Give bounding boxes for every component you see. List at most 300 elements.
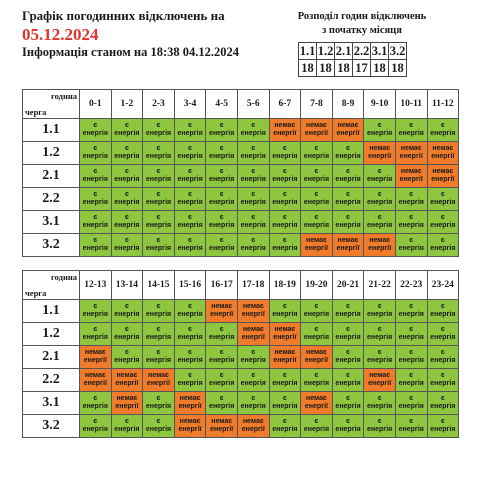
cell-text-line2: енергія bbox=[335, 311, 361, 318]
schedule-title: Графік погодинних відключень на bbox=[22, 8, 225, 23]
hour-header: 14-15 bbox=[143, 271, 175, 300]
power-on-cell bbox=[237, 346, 269, 369]
cell-text-line2: енергія bbox=[398, 130, 424, 137]
power-on-cell bbox=[269, 142, 301, 165]
cell-text-line1: є bbox=[409, 191, 414, 198]
cell-text-line2: енергія bbox=[335, 403, 361, 410]
cell-text-line1: є bbox=[440, 395, 445, 402]
corner-queue-label: черга bbox=[25, 107, 47, 117]
cell-text-line1: є bbox=[440, 418, 445, 425]
cell-text-line1: є bbox=[93, 214, 98, 221]
cell-text-line2: енергія bbox=[209, 380, 235, 387]
power-on-cell bbox=[206, 165, 238, 188]
power-on-cell bbox=[143, 165, 175, 188]
queue-label: 2.2 bbox=[23, 188, 80, 211]
distribution-queue: 2.1 bbox=[335, 43, 352, 58]
cell-text-line2: енергія bbox=[209, 357, 235, 364]
cell-text-line2: енергія bbox=[272, 426, 298, 433]
cell-text-line1: є bbox=[346, 349, 350, 356]
cell-text-line1: є bbox=[93, 122, 98, 129]
hour-header: 19-20 bbox=[301, 271, 333, 300]
info-timestamp: Інформація станом на 18:38 04.12.2024 bbox=[22, 45, 240, 59]
cell-text-line2: енергія bbox=[367, 426, 393, 433]
cell-text-line1: є bbox=[440, 303, 445, 310]
distribution-queue: 3.2 bbox=[389, 43, 406, 58]
power-on-cell bbox=[174, 234, 206, 257]
cell-text-line2: енергія bbox=[114, 176, 140, 183]
power-on-cell bbox=[427, 119, 459, 142]
power-on-cell bbox=[143, 415, 175, 438]
cell-text-line1: є bbox=[251, 122, 256, 129]
cell-text-line1: є bbox=[188, 168, 193, 175]
cell-text-line2: енергія bbox=[209, 222, 235, 229]
queue-row bbox=[23, 142, 459, 165]
power-on-cell bbox=[143, 188, 175, 211]
power-on-cell bbox=[332, 142, 364, 165]
cell-text-line1: є bbox=[282, 191, 287, 198]
cell-text-line1: немає bbox=[242, 418, 264, 425]
cell-text-line2: енергія bbox=[430, 334, 456, 341]
cell-text-line1: є bbox=[188, 237, 193, 244]
cell-text-line2: енергія bbox=[303, 334, 330, 341]
cell-text-line1: немає bbox=[369, 145, 391, 152]
cell-text-line1: є bbox=[156, 326, 161, 333]
cell-text-line1: є bbox=[219, 122, 224, 129]
queue-row bbox=[23, 323, 459, 346]
cell-text-line1: є bbox=[282, 418, 287, 425]
power-on-cell bbox=[427, 346, 459, 369]
hours-header-row bbox=[23, 90, 459, 119]
power-on-cell bbox=[364, 119, 396, 142]
cell-text-line2: енергія bbox=[145, 222, 172, 229]
queue-label: 2.1 bbox=[23, 346, 80, 369]
queue-label: 3.1 bbox=[23, 211, 80, 234]
cell-text-line2: енергія bbox=[430, 130, 456, 137]
queue-label: 3.2 bbox=[23, 415, 80, 438]
power-off-cell bbox=[237, 415, 269, 438]
distribution-queue: 2.2 bbox=[353, 43, 370, 58]
cell-text-line2: енергії bbox=[178, 426, 202, 433]
power-off-cell bbox=[395, 142, 427, 165]
cell-text-line2: енергія bbox=[209, 334, 235, 341]
cell-text-line2: енергія bbox=[335, 199, 361, 206]
cell-text-line2: енергія bbox=[398, 334, 424, 341]
power-on-cell bbox=[174, 369, 206, 392]
power-on-cell bbox=[269, 415, 301, 438]
cell-text-line1: є bbox=[251, 168, 256, 175]
cell-text-line2: енергія bbox=[82, 130, 108, 137]
cell-text-line1: немає bbox=[242, 326, 264, 333]
power-off-cell bbox=[174, 392, 206, 415]
cell-text-line1: є bbox=[409, 237, 414, 244]
cell-text-line2: енергія bbox=[145, 403, 172, 410]
power-off-cell bbox=[269, 119, 301, 142]
cell-text-line1: немає bbox=[274, 122, 296, 129]
cell-text-line2: енергія bbox=[430, 403, 456, 410]
cell-text-line2: енергія bbox=[114, 222, 140, 229]
queue-row bbox=[23, 119, 459, 142]
hour-header: 5-6 bbox=[237, 90, 269, 119]
power-on-cell bbox=[301, 142, 333, 165]
cell-text-line2: енергія bbox=[145, 245, 172, 252]
power-off-cell bbox=[301, 119, 333, 142]
queue-row bbox=[23, 392, 459, 415]
power-on-cell bbox=[364, 323, 396, 346]
cell-text-line2: енергії bbox=[115, 380, 139, 387]
cell-text-line2: енергія bbox=[335, 334, 361, 341]
cell-text-line2: енергія bbox=[114, 334, 140, 341]
cell-text-line2: енергія bbox=[240, 403, 266, 410]
cell-text-line1: є bbox=[409, 303, 414, 310]
cell-text-line1: є bbox=[156, 418, 161, 425]
cell-text-line2: енергія bbox=[335, 222, 361, 229]
queue-label: 3.1 bbox=[23, 392, 80, 415]
power-on-cell bbox=[364, 415, 396, 438]
distribution-hours: 18 bbox=[389, 60, 407, 77]
cell-text-line1: немає bbox=[116, 372, 138, 379]
cell-text-line2: енергії bbox=[210, 426, 234, 433]
cell-text-line1: є bbox=[93, 145, 98, 152]
power-on-cell bbox=[111, 165, 143, 188]
cell-text-line2: енергія bbox=[272, 222, 298, 229]
cell-text-line1: є bbox=[188, 326, 193, 333]
cell-text-line1: є bbox=[251, 349, 256, 356]
cell-text-line1: немає bbox=[306, 349, 327, 356]
cell-text-line2: енергія bbox=[114, 426, 140, 433]
cell-text-line2: енергія bbox=[240, 222, 266, 229]
power-on-cell bbox=[174, 142, 206, 165]
power-on-cell bbox=[174, 119, 206, 142]
cell-text-line1: немає bbox=[306, 395, 327, 402]
queue-label: 1.2 bbox=[23, 142, 80, 165]
power-on-cell bbox=[237, 234, 269, 257]
cell-text-line1: є bbox=[409, 122, 414, 129]
cell-text-line2: енергія bbox=[114, 357, 140, 364]
cell-text-line1: немає bbox=[369, 237, 391, 244]
hour-header: 0-1 bbox=[80, 90, 112, 119]
cell-text-line1: є bbox=[156, 237, 161, 244]
power-on-cell bbox=[237, 369, 269, 392]
cell-text-line2: енергія bbox=[367, 357, 393, 364]
power-on-cell bbox=[80, 188, 112, 211]
cell-text-line1: є bbox=[124, 122, 129, 129]
cell-text-line1: є bbox=[124, 168, 129, 175]
power-on-cell bbox=[395, 188, 427, 211]
cell-text-line2: енергія bbox=[367, 222, 393, 229]
cell-text-line2: енергія bbox=[272, 311, 298, 318]
queue-label: 1.1 bbox=[23, 300, 80, 323]
cell-text-line1: немає bbox=[337, 237, 359, 244]
power-off-cell bbox=[301, 346, 333, 369]
cell-text-line2: енергія bbox=[272, 176, 298, 183]
cell-text-line1: є bbox=[377, 214, 382, 221]
power-on-cell bbox=[111, 142, 143, 165]
power-on-cell bbox=[364, 165, 396, 188]
cell-text-line1: є bbox=[188, 191, 193, 198]
power-on-cell bbox=[174, 188, 206, 211]
queue-row bbox=[23, 234, 459, 257]
cell-text-line1: немає bbox=[179, 418, 201, 425]
cell-text-line1: є bbox=[93, 303, 98, 310]
power-on-cell bbox=[206, 119, 238, 142]
power-off-cell bbox=[427, 165, 459, 188]
cell-text-line1: є bbox=[219, 372, 224, 379]
cell-text-line1: є bbox=[314, 191, 319, 198]
power-on-cell bbox=[427, 300, 459, 323]
hour-header: 4-5 bbox=[206, 90, 238, 119]
cell-text-line2: енергія bbox=[114, 311, 140, 318]
queue-label: 1.2 bbox=[23, 323, 80, 346]
power-on-cell bbox=[174, 211, 206, 234]
power-off-cell bbox=[206, 300, 238, 323]
cell-text-line1: є bbox=[124, 303, 129, 310]
power-on-cell bbox=[427, 234, 459, 257]
power-on-cell bbox=[111, 346, 143, 369]
hour-header: 9-10 bbox=[364, 90, 396, 119]
cell-text-line2: енергія bbox=[240, 357, 266, 364]
cell-text-line1: є bbox=[188, 145, 193, 152]
cell-text-line2: енергія bbox=[177, 334, 203, 341]
cell-text-line1: є bbox=[314, 303, 319, 310]
cell-text-line2: енергія bbox=[209, 199, 235, 206]
cell-text-line2: енергія bbox=[430, 245, 456, 252]
cell-text-line2: енергія bbox=[430, 199, 456, 206]
cell-text-line2: енергія bbox=[303, 176, 330, 183]
power-on-cell bbox=[143, 119, 175, 142]
distribution-title-line2: з початку місяця bbox=[322, 25, 402, 36]
hour-header: 10-11 bbox=[395, 90, 427, 119]
cell-text-line2: енергія bbox=[82, 222, 108, 229]
hour-header: 16-17 bbox=[206, 271, 238, 300]
cell-text-line1: є bbox=[156, 214, 161, 221]
cell-text-line1: немає bbox=[274, 326, 296, 333]
power-off-cell bbox=[237, 323, 269, 346]
cell-text-line1: є bbox=[93, 237, 98, 244]
cell-text-line2: енергія bbox=[398, 311, 424, 318]
cell-text-line1: є bbox=[124, 349, 129, 356]
power-on-cell bbox=[269, 165, 301, 188]
power-on-cell bbox=[206, 369, 238, 392]
schedule-date: 05.12.2024 bbox=[22, 25, 99, 44]
power-on-cell bbox=[364, 392, 396, 415]
cell-text-line1: є bbox=[219, 395, 224, 402]
hour-header: 2-3 bbox=[143, 90, 175, 119]
cell-text-line1: є bbox=[409, 395, 414, 402]
power-on-cell bbox=[427, 415, 459, 438]
power-off-cell bbox=[427, 142, 459, 165]
cell-text-line1: немає bbox=[337, 122, 359, 129]
cell-text-line1: немає bbox=[211, 418, 233, 425]
power-on-cell bbox=[174, 165, 206, 188]
cell-text-line1: є bbox=[219, 145, 224, 152]
distribution-hours: 18 bbox=[317, 60, 335, 77]
cell-text-line2: енергія bbox=[177, 245, 203, 252]
power-on-cell bbox=[206, 142, 238, 165]
power-on-cell bbox=[174, 346, 206, 369]
cell-text-line2: енергія bbox=[209, 176, 235, 183]
cell-text-line1: є bbox=[440, 349, 445, 356]
cell-text-line2: енергія bbox=[398, 245, 424, 252]
cell-text-line2: енергія bbox=[272, 153, 298, 160]
power-on-cell bbox=[174, 323, 206, 346]
cell-text-line1: є bbox=[251, 191, 256, 198]
cell-text-line1: є bbox=[282, 303, 287, 310]
cell-text-line2: енергії bbox=[210, 311, 234, 318]
power-off-cell bbox=[301, 392, 333, 415]
power-on-cell bbox=[111, 234, 143, 257]
power-off-cell bbox=[206, 415, 238, 438]
cell-text-line1: є bbox=[377, 326, 382, 333]
schedule-table-morning bbox=[22, 89, 459, 257]
hour-header: 18-19 bbox=[269, 271, 301, 300]
power-on-cell bbox=[301, 188, 333, 211]
cell-text-line1: є bbox=[124, 145, 129, 152]
hour-header: 6-7 bbox=[269, 90, 301, 119]
cell-text-line2: енергія bbox=[177, 380, 203, 387]
cell-text-line2: енергії bbox=[304, 357, 329, 364]
power-on-cell bbox=[301, 415, 333, 438]
cell-text-line1: є bbox=[188, 303, 193, 310]
cell-text-line2: енергія bbox=[240, 153, 266, 160]
cell-text-line2: енергії bbox=[304, 245, 329, 252]
cell-text-line2: енергія bbox=[398, 426, 424, 433]
cell-text-line2: енергія bbox=[145, 311, 172, 318]
queue-row bbox=[23, 211, 459, 234]
power-off-cell bbox=[143, 369, 175, 392]
cell-text-line2: енергія bbox=[177, 357, 203, 364]
cell-text-line2: енергія bbox=[145, 334, 172, 341]
cell-text-line2: енергія bbox=[82, 311, 108, 318]
power-on-cell bbox=[111, 211, 143, 234]
power-off-cell bbox=[80, 346, 112, 369]
distribution-queue: 3.1 bbox=[371, 43, 388, 58]
power-on-cell bbox=[143, 211, 175, 234]
queue-row bbox=[23, 369, 459, 392]
queue-label: 1.1 bbox=[23, 119, 80, 142]
power-on-cell bbox=[395, 211, 427, 234]
power-on-cell bbox=[80, 165, 112, 188]
power-on-cell bbox=[206, 346, 238, 369]
power-on-cell bbox=[332, 392, 364, 415]
cell-text-line1: є bbox=[409, 372, 414, 379]
power-on-cell bbox=[427, 323, 459, 346]
power-on-cell bbox=[269, 188, 301, 211]
cell-text-line2: енергії bbox=[178, 403, 202, 410]
cell-text-line2: енергія bbox=[240, 130, 266, 137]
cell-text-line2: енергії bbox=[241, 426, 265, 433]
power-on-cell bbox=[395, 392, 427, 415]
cell-text-line2: енергія bbox=[303, 311, 330, 318]
power-on-cell bbox=[395, 119, 427, 142]
power-on-cell bbox=[80, 211, 112, 234]
cell-text-line1: є bbox=[188, 372, 193, 379]
cell-text-line1: немає bbox=[274, 349, 296, 356]
cell-text-line1: є bbox=[251, 395, 256, 402]
cell-text-line2: енергія bbox=[398, 357, 424, 364]
cell-text-line2: енергія bbox=[335, 176, 361, 183]
cell-text-line1: є bbox=[377, 122, 382, 129]
cell-text-line2: енергії bbox=[431, 153, 455, 160]
cell-text-line2: енергія bbox=[114, 130, 140, 137]
power-on-cell bbox=[332, 300, 364, 323]
distribution-queue: 1.2 bbox=[317, 43, 334, 58]
cell-text-line1: немає bbox=[179, 395, 201, 402]
hour-header: 7-8 bbox=[301, 90, 333, 119]
cell-text-line1: є bbox=[282, 372, 287, 379]
cell-text-line2: енергії bbox=[399, 176, 423, 183]
power-on-cell bbox=[332, 369, 364, 392]
cell-text-line2: енергії bbox=[368, 153, 392, 160]
power-on-cell bbox=[364, 188, 396, 211]
power-on-cell bbox=[206, 323, 238, 346]
cell-text-line1: немає bbox=[432, 168, 454, 175]
cell-text-line1: є bbox=[282, 168, 287, 175]
cell-text-line1: є bbox=[282, 145, 287, 152]
cell-text-line2: енергія bbox=[114, 153, 140, 160]
hour-header: 15-16 bbox=[174, 271, 206, 300]
cell-text-line2: енергія bbox=[398, 403, 424, 410]
power-on-cell bbox=[427, 392, 459, 415]
cell-text-line1: немає bbox=[400, 168, 422, 175]
power-on-cell bbox=[395, 369, 427, 392]
cell-text-line2: енергії bbox=[273, 334, 297, 341]
power-off-cell bbox=[332, 234, 364, 257]
cell-text-line2: енергія bbox=[272, 380, 298, 387]
power-off-cell bbox=[364, 369, 396, 392]
schedule-table-evening bbox=[22, 270, 459, 438]
cell-text-line1: є bbox=[93, 418, 98, 425]
distribution-table bbox=[298, 42, 407, 77]
cell-text-line1: є bbox=[188, 349, 193, 356]
cell-text-line1: є bbox=[377, 418, 382, 425]
cell-text-line2: енергія bbox=[145, 130, 172, 137]
cell-text-line2: енергії bbox=[368, 380, 392, 387]
cell-text-line1: є bbox=[156, 168, 161, 175]
power-off-cell bbox=[269, 346, 301, 369]
power-on-cell bbox=[80, 392, 112, 415]
power-on-cell bbox=[206, 392, 238, 415]
cell-text-line2: енергія bbox=[82, 426, 108, 433]
cell-text-line2: енергії bbox=[336, 245, 360, 252]
power-off-cell bbox=[301, 234, 333, 257]
distribution-hours: 18 bbox=[371, 60, 389, 77]
hour-header: 3-4 bbox=[174, 90, 206, 119]
cell-text-line2: енергія bbox=[367, 199, 393, 206]
cell-text-line1: є bbox=[377, 349, 382, 356]
cell-text-line2: енергія bbox=[82, 153, 108, 160]
cell-text-line2: енергія bbox=[272, 245, 298, 252]
cell-text-line2: енергія bbox=[177, 311, 203, 318]
cell-text-line1: є bbox=[440, 214, 445, 221]
cell-text-line1: є bbox=[219, 168, 224, 175]
cell-text-line2: енергії bbox=[83, 380, 107, 387]
cell-text-line2: енергії bbox=[146, 380, 171, 387]
queue-row bbox=[23, 415, 459, 438]
cell-text-line1: є bbox=[346, 395, 350, 402]
cell-text-line1: є bbox=[314, 168, 319, 175]
hour-header: 8-9 bbox=[332, 90, 364, 119]
cell-text-line2: енергія bbox=[240, 380, 266, 387]
power-off-cell bbox=[364, 142, 396, 165]
queue-label: 3.2 bbox=[23, 234, 80, 257]
cell-text-line2: енергія bbox=[430, 357, 456, 364]
cell-text-line1: є bbox=[93, 168, 98, 175]
cell-text-line1: немає bbox=[242, 303, 264, 310]
cell-text-line1: є bbox=[377, 191, 382, 198]
cell-text-line2: енергія bbox=[335, 426, 361, 433]
cell-text-line1: є bbox=[409, 214, 414, 221]
power-off-cell bbox=[111, 392, 143, 415]
